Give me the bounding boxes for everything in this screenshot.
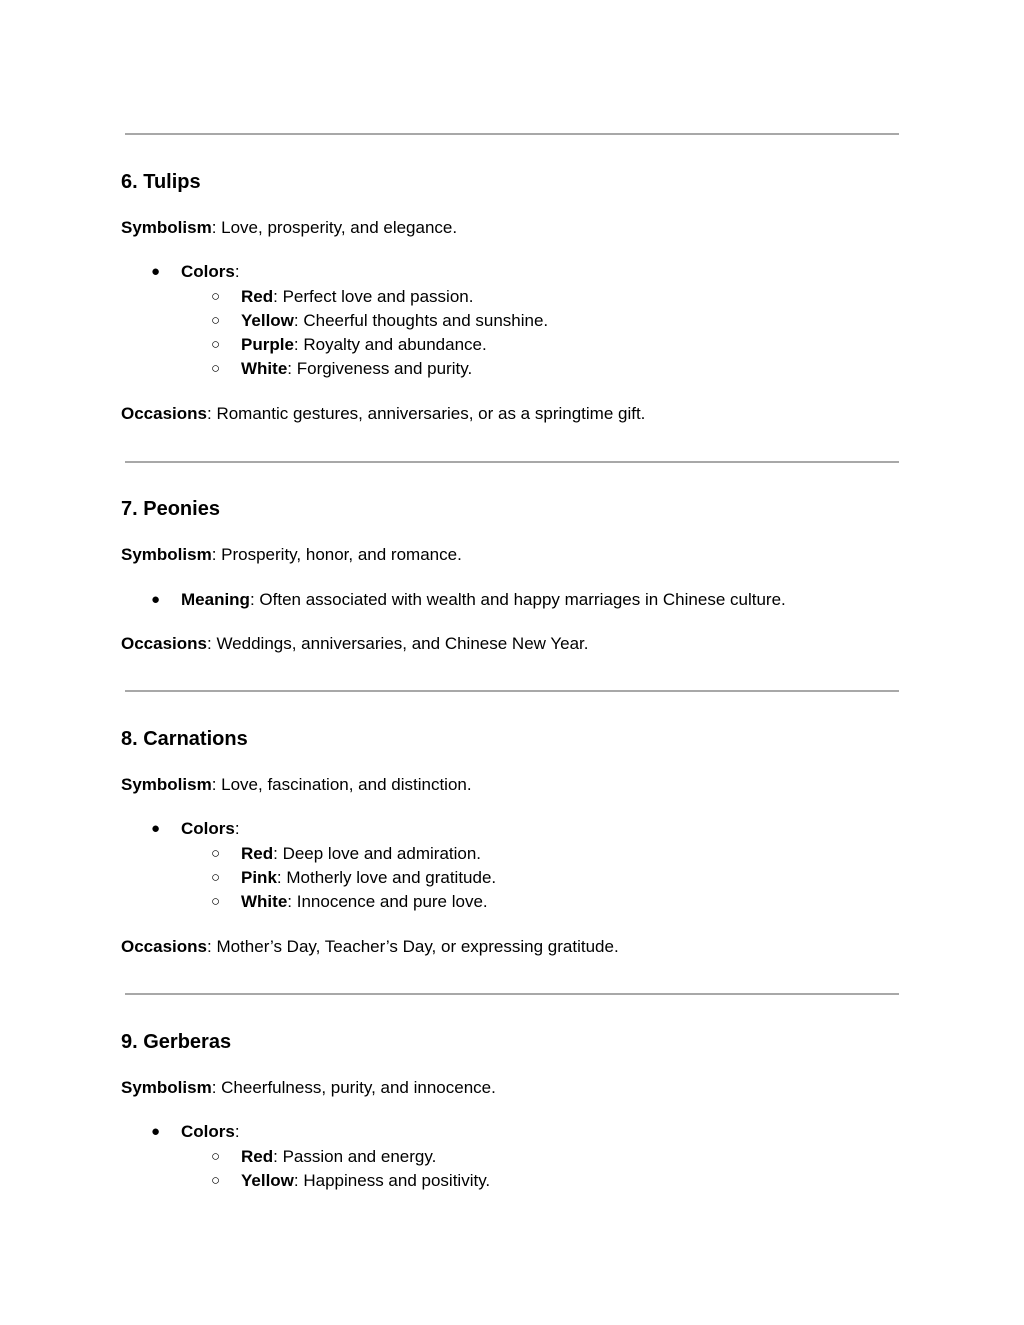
- sub-list-item: [211, 334, 487, 356]
- sub-item-text: : Passion and energy.: [273, 1147, 437, 1166]
- symbolism-label: Symbolism: [121, 545, 212, 564]
- sub-item-label: Red: [241, 287, 274, 306]
- occasions-label: Occasions: [121, 937, 207, 956]
- circle-bullet-icon: ○: [211, 312, 221, 329]
- bullet-icon: ●: [151, 1123, 161, 1140]
- sub-item-label: Purple: [241, 335, 294, 354]
- list-item-text: :: [234, 1122, 240, 1141]
- sub-list-item: [211, 1146, 437, 1168]
- circle-bullet-icon: ○: [211, 1148, 221, 1165]
- circle-bullet-icon: ○: [211, 360, 221, 377]
- bullet-icon: ●: [151, 820, 161, 837]
- sub-item-text: : Innocence and pure love.: [287, 892, 488, 911]
- occasions-text: : Weddings, anniversaries, and Chinese New Year.: [207, 634, 589, 653]
- list-item: [151, 261, 240, 283]
- sub-item-text: : Royalty and abundance.: [293, 335, 487, 354]
- circle-bullet-icon: ○: [211, 336, 221, 353]
- list-item-text: : Often associated with wealth and happy marriages in Chinese culture.: [249, 590, 786, 609]
- list-item: [151, 818, 240, 840]
- sub-item-text: : Motherly love and gratitude.: [276, 868, 497, 887]
- occasions-text: : Mother’s Day, Teacher’s Day, or expressing gratitude.: [207, 937, 619, 956]
- sub-item-text: : Cheerful thoughts and sunshine.: [293, 311, 549, 330]
- symbolism-line: [121, 544, 462, 566]
- sub-item-text: : Happiness and positivity.: [293, 1171, 491, 1190]
- occasions-label: Occasions: [121, 634, 207, 653]
- occasions-text: : Romantic gestures, anniversaries, or as a springtime gift.: [207, 404, 646, 423]
- symbolism-text: : Prosperity, honor, and romance.: [211, 545, 462, 564]
- sub-item-label: Yellow: [241, 311, 294, 330]
- horizontal-rule: [125, 461, 899, 463]
- bullet-icon: ●: [151, 591, 161, 608]
- sub-item-label: Pink: [241, 868, 277, 887]
- horizontal-rule: [125, 133, 899, 135]
- sub-item-text: : Deep love and admiration.: [273, 844, 482, 863]
- list-item: [151, 1121, 240, 1143]
- sub-list-item: [211, 310, 549, 332]
- occasions-line: [121, 403, 645, 425]
- sub-list-item: [211, 867, 497, 889]
- sub-item-text: : Forgiveness and purity.: [287, 359, 473, 378]
- symbolism-line: [121, 1077, 496, 1099]
- sub-item-text: : Perfect love and passion.: [273, 287, 474, 306]
- sub-item-label: Yellow: [241, 1171, 294, 1190]
- section-heading: 7. Peonies: [121, 498, 220, 520]
- sub-list-item: [211, 891, 488, 913]
- list-item-text: :: [234, 262, 240, 281]
- sub-item-label: Red: [241, 844, 274, 863]
- list-item-label: Colors: [181, 819, 235, 838]
- symbolism-text: : Love, prosperity, and elegance.: [211, 218, 458, 237]
- occasions-label: Occasions: [121, 404, 207, 423]
- horizontal-rule: [125, 993, 899, 995]
- list-item-text: :: [234, 819, 240, 838]
- list-item-label: Meaning: [181, 590, 250, 609]
- symbolism-line: [121, 217, 457, 239]
- symbolism-text: : Love, fascination, and distinction.: [211, 775, 472, 794]
- sub-item-label: Red: [241, 1147, 274, 1166]
- sub-item-label: White: [241, 892, 288, 911]
- sub-list-item: [211, 843, 482, 865]
- sub-item-label: White: [241, 359, 288, 378]
- symbolism-line: [121, 774, 472, 796]
- circle-bullet-icon: ○: [211, 288, 221, 305]
- circle-bullet-icon: ○: [211, 845, 221, 862]
- bullet-icon: ●: [151, 263, 161, 280]
- sub-list-item: [211, 1170, 491, 1192]
- list-item-label: Colors: [181, 262, 235, 281]
- circle-bullet-icon: ○: [211, 869, 221, 886]
- symbolism-label: Symbolism: [121, 775, 212, 794]
- occasions-line: [121, 633, 588, 655]
- symbolism-label: Symbolism: [121, 218, 212, 237]
- circle-bullet-icon: ○: [211, 893, 221, 910]
- list-item: [151, 589, 786, 611]
- section-heading: 6. Tulips: [121, 171, 201, 193]
- symbolism-label: Symbolism: [121, 1078, 212, 1097]
- horizontal-rule: [125, 690, 899, 692]
- circle-bullet-icon: ○: [211, 1172, 221, 1189]
- sub-list-item: [211, 358, 473, 380]
- section-heading: 9. Gerberas: [121, 1031, 232, 1053]
- list-item-label: Colors: [181, 1122, 235, 1141]
- occasions-line: [121, 936, 619, 958]
- section-heading: 8. Carnations: [121, 728, 248, 750]
- symbolism-text: : Cheerfulness, purity, and innocence.: [211, 1078, 496, 1097]
- sub-list-item: [211, 286, 474, 308]
